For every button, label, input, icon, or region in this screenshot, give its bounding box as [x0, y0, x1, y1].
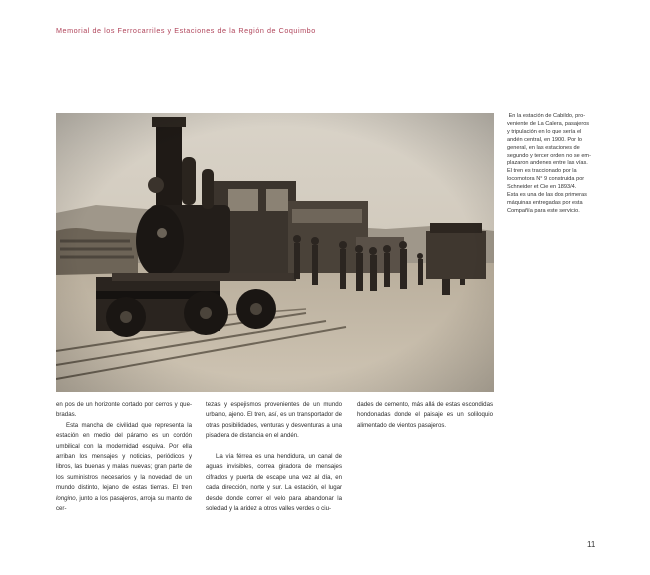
emphasis-longino: longino: [56, 494, 76, 502]
caption-line: locomotora N° 9 construida por: [507, 176, 585, 183]
caption-line: andén central, en 1900. Por lo: [507, 136, 582, 143]
photo-caption: [507, 113, 597, 216]
caption-line: Esta es una de las dos primeras: [507, 192, 587, 199]
caption-line: Compañía para este servicio.: [507, 207, 580, 214]
body-paragraph: tezas y espejismos provenientes de un mundo urbano, ajeno. El tren, así, es un transportador de otras posibilidades, venturas y desventuras a una pisadera de distancia en el andén.: [206, 401, 342, 440]
body-column-2: [206, 400, 342, 514]
running-head: Memorial de los Ferrocarriles y Estaciones de la Región de Coquimbo: [56, 26, 316, 35]
page-number: 11: [587, 540, 596, 549]
body-column-1: [56, 400, 192, 514]
caption-line: general, en las estaciones de: [507, 144, 580, 151]
photo-illustration: [56, 113, 494, 392]
body-column-3: [357, 400, 493, 431]
photo-steam-locomotive: [56, 113, 494, 392]
caption-line: veniente de La Calera, pasajeros: [507, 120, 590, 127]
caption-line: máquinas entregadas por esta: [507, 199, 583, 206]
caption-line: segundo y tercer orden no se em-: [507, 152, 591, 159]
body-paragraph: dades de cemento, más allá de estas escondidas hondonadas donde el paisaje es un soliloquio alimentado de vientos pasajeros.: [357, 401, 493, 429]
caption-line: y tripulación en lo que sería el: [507, 128, 582, 135]
body-paragraph: Esta mancha de civilidad que representa la estación en medio del páramo es un cordón umbilical con la modernidad esquiva. Por ella arriban los mensajes y noticias, periódicos y libros, las buenas y malas nuevas; gran parte de los suministros necesarios y la novedad de un mundo distinto, lejano de estas tierras. El tren longino, junto a los pasajeros, arroja su manto de cer-: [56, 421, 192, 513]
caption-line: En la estación de Cabildo, pro-: [508, 113, 586, 119]
caption-line: plazaron andenes entre las vías.: [507, 160, 588, 167]
body-paragraph: en pos de un horizonte cortado por cerros y que-bradas.: [56, 401, 192, 419]
caption-line: Schneider et Cie en 1893/4.: [507, 184, 577, 191]
body-paragraph: La vía férrea es una hendidura, un canal de aguas invisibles, correa giradora de mensajes cifrados y puerta de escape una vez al día, en cada dirección, norte y sur. La estación, el lugar desde donde correr el velo para abandonar la soledad y la aridez a otros valles verdes o ciu-: [206, 453, 342, 513]
caption-line: El tren es traccionado por la: [507, 168, 577, 175]
